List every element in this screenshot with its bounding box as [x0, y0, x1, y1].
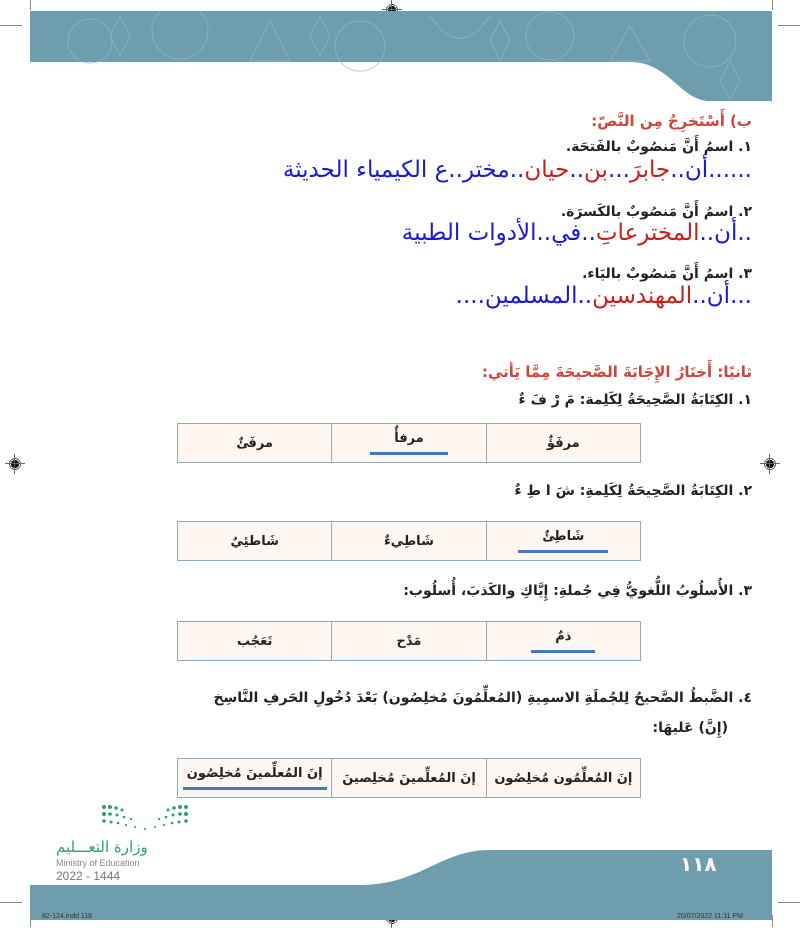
answer-dots: ......: [708, 157, 752, 183]
page-number: ١١٨: [680, 852, 717, 876]
answer-part: المهندسين: [592, 283, 693, 309]
option-cell-selected[interactable]: [486, 522, 640, 561]
option-text: مرفَؤٌ: [546, 435, 580, 451]
crop-mark: [0, 902, 22, 903]
answer-part: حيان: [524, 157, 570, 183]
answer-dots: ..: [569, 157, 585, 183]
answer-part: أن: [714, 220, 738, 246]
registration-mark-icon: [763, 457, 777, 471]
crop-mark: [0, 25, 22, 26]
crop-mark: [778, 902, 800, 903]
answer-dots: ..: [577, 283, 593, 309]
answer-b3: [456, 283, 752, 309]
answer-part: الأدوات الطبية: [401, 220, 537, 246]
option-cell-selected[interactable]: [178, 759, 332, 798]
answer-part: المخترعاتِ: [595, 220, 700, 246]
question-2-3: ٣. الأُسلُوبُ اللُّغويُّ فِي جُملةِ: إِيَّاكِ والكَذبَ، أُسلُوب:: [403, 583, 752, 599]
answer-dots: ..: [670, 157, 685, 183]
option-text: إنَ المُعلِّمُون مُخلِصُون: [494, 770, 633, 786]
option-cell[interactable]: [178, 424, 332, 463]
option-text: مرفَئٌ: [236, 435, 273, 451]
option-text: شَاطِئٌ: [518, 529, 608, 553]
question-b3: ٣. اسمُ أَنَّ مَنصُوبٌ باليَاء.: [582, 266, 752, 282]
options-table-2: [177, 521, 641, 561]
option-cell[interactable]: [486, 424, 640, 463]
option-text: إنَ المُعلِّمينَ مُخلِصينَ: [342, 770, 476, 786]
crop-mark: [772, 0, 773, 10]
answer-dots: ..: [737, 220, 752, 246]
answer-dots: ..: [692, 283, 707, 309]
question-b1: ١. اسمُ أَنَّ مَنصُوبٌ بالفَتحَة.: [565, 139, 752, 155]
option-cell[interactable]: [332, 522, 486, 561]
answer-part: مختر..ع الكيمياء الحديثة: [282, 157, 510, 183]
crop-mark: [772, 915, 773, 927]
options-table-1: [177, 423, 641, 463]
answer-part: أن: [684, 157, 709, 183]
option-cell[interactable]: [486, 759, 640, 798]
question-2-1: ١. الكِتَابَةُ الصَّحِيحَةُ لِكَلِمة: مَ رْ فَ ءٌ: [518, 392, 752, 408]
edition-year: 2022 - 1444: [56, 869, 121, 883]
answer-b2: [402, 220, 752, 246]
answer-part: في: [551, 220, 582, 246]
crop-mark: [778, 25, 800, 26]
option-cell[interactable]: [332, 759, 486, 798]
answer-dots: ..: [536, 220, 552, 246]
answer-part: جابرَ: [629, 157, 671, 183]
answer-b1: [283, 157, 752, 183]
option-text: مَدْح: [396, 633, 422, 649]
option-cell-selected[interactable]: [332, 424, 486, 463]
answer-dots: ..: [699, 220, 715, 246]
answer-dots: ...: [730, 283, 752, 309]
option-cell[interactable]: [178, 622, 332, 661]
question-2-2: ٢. الكِتَابَةُ الصَّحِيحَةُ لِكَلِمةِ: شَ ا طِ ءٌ: [514, 483, 752, 499]
ministry-name-en: Ministry of Education: [56, 858, 140, 868]
answer-part: أن: [706, 283, 731, 309]
registration-mark-icon: [8, 457, 22, 471]
ministry-logo-icon: [100, 803, 190, 835]
slug-date: 20/07/2022 11:11 PM: [677, 913, 743, 920]
options-table-4: [177, 758, 641, 798]
option-text: شَاطِيءٌ: [384, 533, 434, 549]
option-text: مرفأٌ: [370, 431, 448, 455]
slug-file: 82-124.indd 118: [42, 913, 93, 920]
answer-dots: ....: [455, 283, 485, 309]
section-2-heading: ثانيًا: أَختَارُ الإِجَابَةَ الصَّحيحَةَ مِمَّا يَأتي:: [481, 363, 752, 381]
question-2-4-line2: (إِنَّ) عَليهَا:: [652, 720, 728, 736]
answer-dots: ...: [607, 157, 630, 183]
section-b-heading: ب) أَسْتَخرِجُ مِن النَّصّ:: [591, 112, 752, 130]
option-text: تَعَجُب: [236, 633, 273, 649]
answer-dots: ..: [581, 220, 596, 246]
option-cell-selected[interactable]: [486, 622, 640, 661]
question-2-4-line1: ٤. الضَّبطُ الصَّحيحُ لِلجُملَةِ الاسمِيةِ (المُعلِّمُونَ مُخلِصُون) بَعْدَ دُخُولِ الحَرفِ النَّاسِخ: [213, 690, 752, 706]
answer-part: المسلمين: [484, 283, 578, 309]
answer-part: بن: [584, 157, 608, 183]
options-table-3: [177, 621, 641, 661]
option-text: ذمٌ: [531, 629, 595, 653]
ministry-name-ar: وزارة التعـــليم: [56, 838, 148, 856]
header-banner: [30, 11, 772, 101]
option-cell[interactable]: [178, 522, 332, 561]
option-text: إنَ المُعلِّمينَ مُخلِصُون: [183, 766, 327, 790]
crop-mark: [30, 0, 31, 10]
question-b2: ٢. اسمُ أَنَّ مَنصُوبٌ بالكَسرَة.: [560, 204, 752, 220]
option-cell[interactable]: [332, 622, 486, 661]
answer-dots: ..: [509, 157, 525, 183]
option-text: شَاطئِيٌ: [230, 533, 279, 549]
